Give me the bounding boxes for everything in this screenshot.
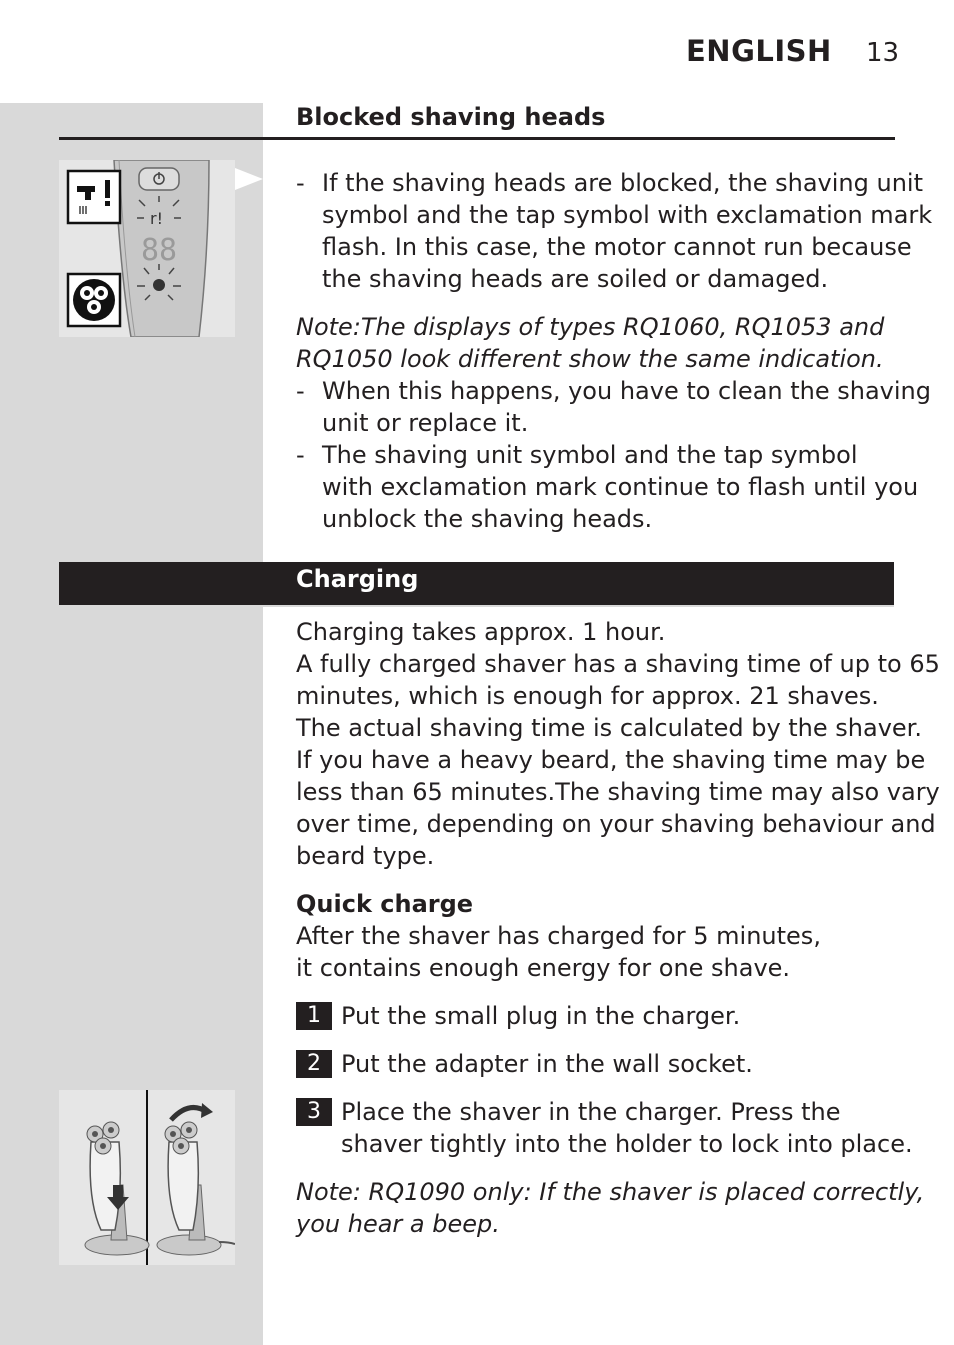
section-title-charging: Charging xyxy=(296,565,419,593)
language-header: ENGLISH xyxy=(686,34,832,68)
step-number-1: 1 xyxy=(296,1002,332,1030)
quick-charge-title: Quick charge xyxy=(296,890,474,918)
charging-paragraph: Charging takes approx. 1 hour. A fully charged shaver has a shaving time of up to 65 minutes, which is enough for approx. 21 shaves. The actual shaving time is calculated by the shaver. If you have a heavy beard, the shaving time may be less than 65 minutes.The shaving time may also vary over time, depending on your shaving behaviour and beard type. xyxy=(296,618,940,870)
step-text-1: Put the small plug in the charger. xyxy=(341,1002,741,1030)
shaver-display-illustration xyxy=(59,160,235,337)
section-band-charging xyxy=(59,562,894,607)
step-text-3: Place the shaver in the charger. Press the shaver tightly into the holder to lock into place. xyxy=(341,1098,913,1158)
shaver-charger-illustration xyxy=(59,1090,235,1265)
quick-charge-text: After the shaver has charged for 5 minutes, it contains enough energy for one shave. xyxy=(296,922,821,982)
step-number-2: 2 xyxy=(296,1050,332,1078)
tap-exclamation-icon xyxy=(68,171,120,223)
callout-pointer xyxy=(235,168,263,190)
svg-text:r!: r! xyxy=(150,209,163,228)
section-rule xyxy=(59,137,895,140)
section-title-blocked: Blocked shaving heads xyxy=(296,103,606,131)
step-number-3: 3 xyxy=(296,1098,332,1126)
blocked-note: Note:The displays of types RQ1060, RQ1053 and RQ1050 look different show the same indication. xyxy=(296,313,885,373)
page-number: 13 xyxy=(866,38,900,68)
charging-note: Note: RQ1090 only: If the shaver is placed correctly, you hear a beep. xyxy=(296,1178,925,1238)
svg-text:88: 88 xyxy=(141,233,178,268)
step-text-2: Put the adapter in the wall socket. xyxy=(341,1050,753,1078)
